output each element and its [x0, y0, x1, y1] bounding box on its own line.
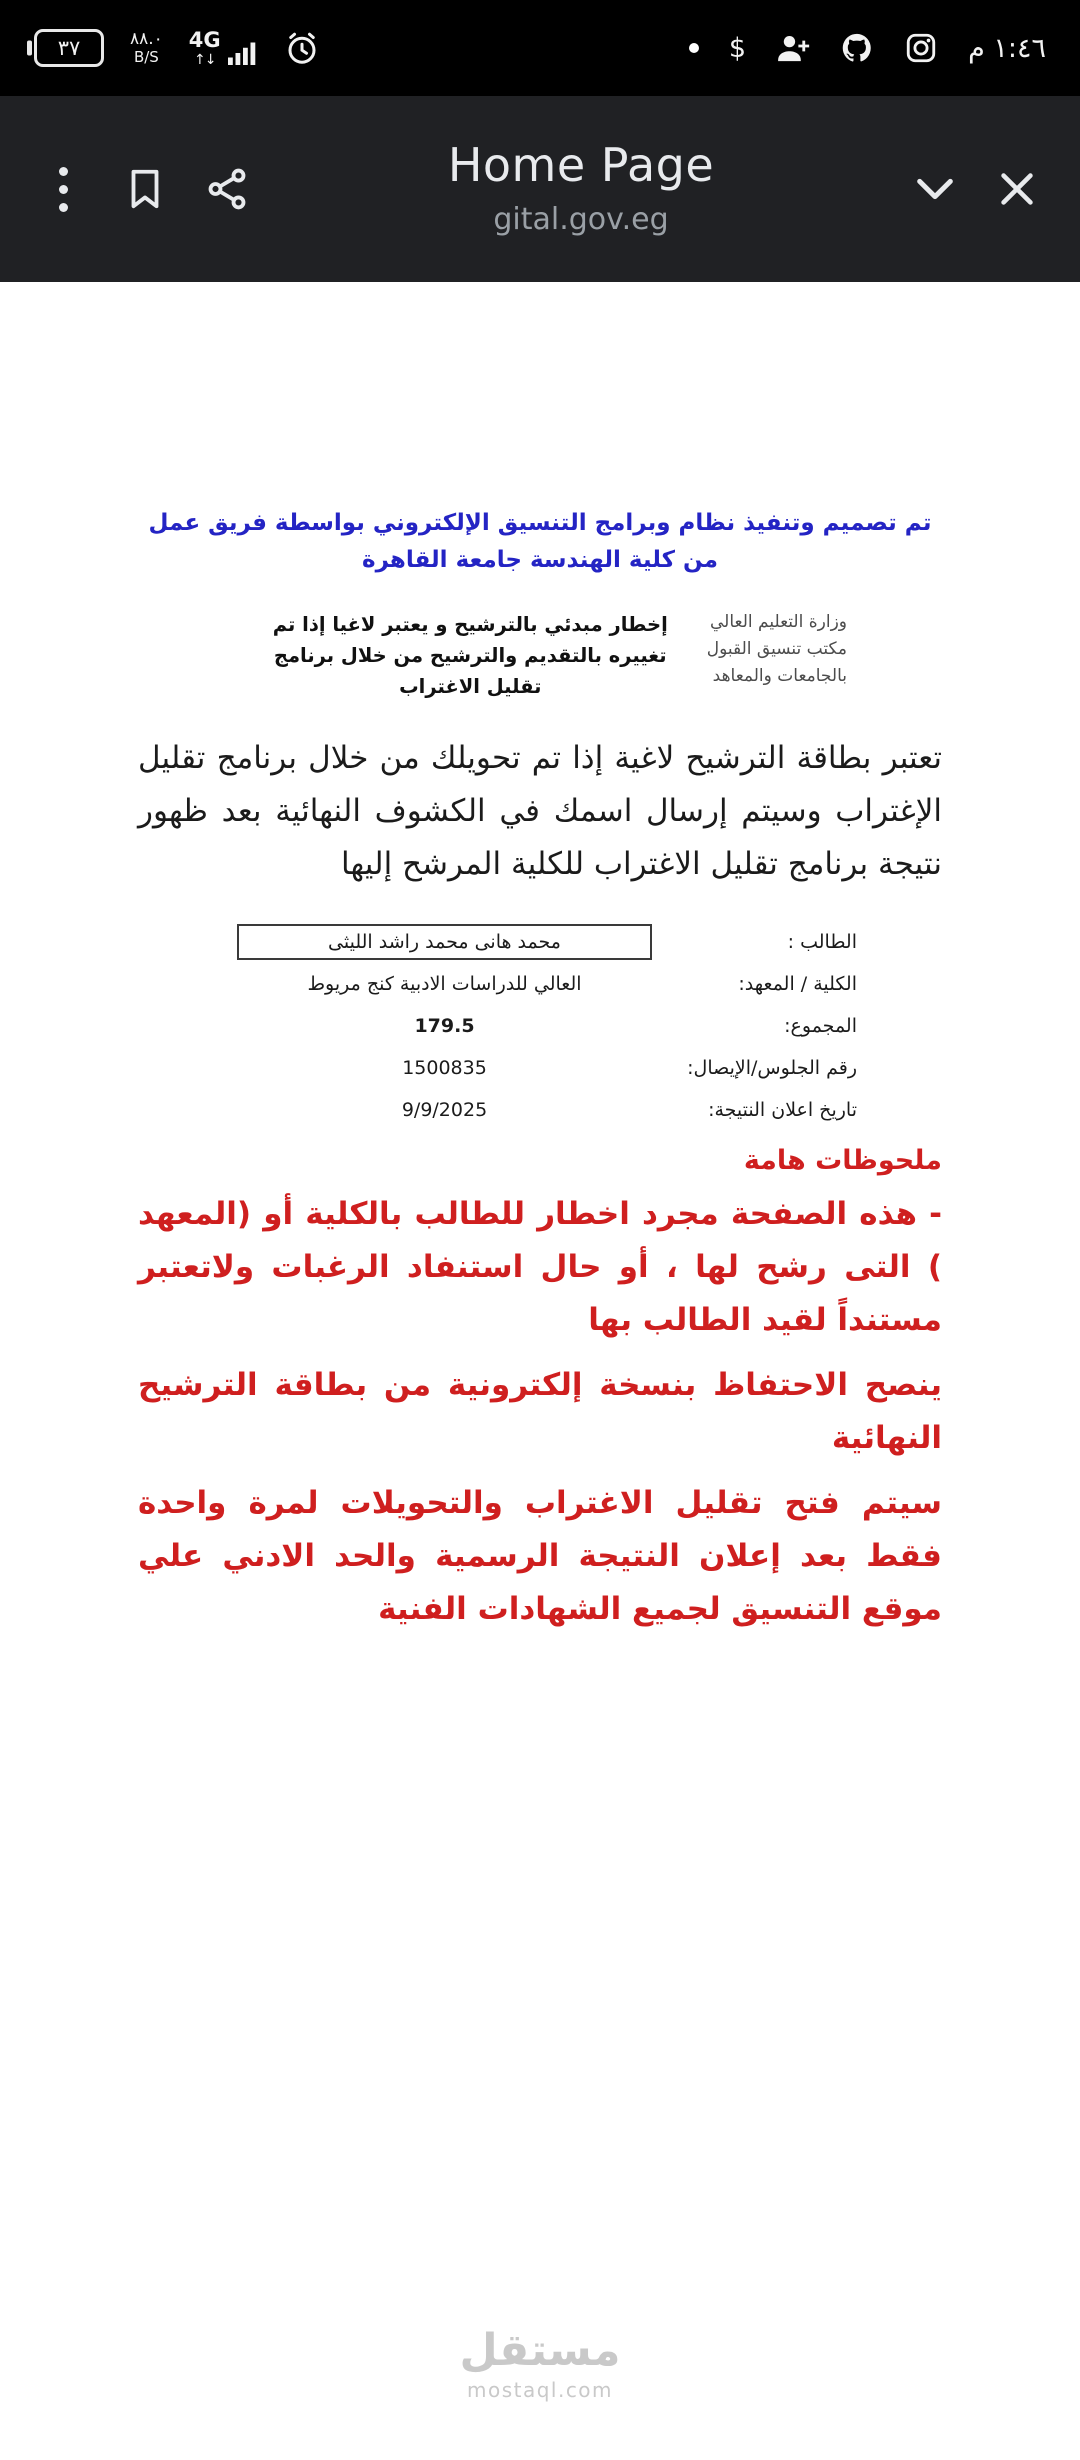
note-paragraph: سيتم فتح تقليل الاغتراب والتحويلات لمرة واحدة فقط بعد إعلان النتيجة الرسمية والحد الادني علي موقع التنسيق لجميع الشهادات الفنية [138, 1485, 942, 1627]
bookmark-button[interactable] [104, 134, 186, 244]
share-icon [204, 166, 250, 212]
network-speed-indicator [130, 30, 163, 65]
watermark-brand: مستقل [459, 2325, 621, 2376]
notification-dot-icon [689, 43, 699, 53]
instagram-icon [904, 31, 938, 65]
watermark [0, 2325, 1080, 2402]
intro-paragraph: تعتبر بطاقة الترشيح لاغية إذا تم تحويلك من خلال برنامج تقليل الإغتراب وسيتم إرسال اسمك في الكشوف النهائية بعد ظهور نتيجة برنامج تقليل الاغتراب للكلية المرشح إليها [138, 740, 942, 882]
field-row [237, 1047, 857, 1089]
field-row [237, 1089, 857, 1131]
field-label: الطالب : [787, 931, 857, 953]
notes-title: ملحوظات هامة [743, 1145, 942, 1176]
note-paragraph: - هذه الصفحة مجرد اخطار للطالب بالكلية أو (المعهد ) التى رشح لها ، أو حال استنفاد الرغبات ولاتعتبر مستنداً لقيد الطالب بها [138, 1196, 942, 1338]
page-url: gital.gov.eg [493, 201, 669, 237]
status-bar [0, 0, 1080, 96]
field-value: 179.5 [414, 1015, 475, 1037]
student-name-box: محمد هانى محمد راشد الليثى [237, 924, 652, 960]
close-icon [994, 166, 1040, 212]
network-speed-value: ٨٨.٠ [130, 29, 163, 50]
collapse-button[interactable] [894, 134, 976, 244]
status-time: ١:٤٦ م [968, 32, 1046, 64]
student-fields [237, 921, 857, 1131]
page-title: Home Page [447, 137, 715, 192]
network-type: 4G [188, 27, 221, 52]
status-right-cluster [689, 31, 1046, 65]
note-paragraph: ينصح الاحتفاظ بنسخة إلكترونية من بطاقة الترشيح النهائية [138, 1367, 942, 1456]
field-row [237, 921, 857, 963]
field-row [237, 1005, 857, 1047]
field-value: العالي للدراسات الادبية كنج مريوط [307, 973, 582, 995]
field-label: رقم الجلوس/الإيصال: [687, 1057, 857, 1079]
battery-icon [34, 29, 104, 67]
dollar-icon: $ [728, 32, 747, 64]
close-button[interactable] [976, 134, 1058, 244]
field-label: المجموع: [784, 1015, 857, 1037]
network-type-block [188, 27, 221, 68]
share-button[interactable] [186, 134, 268, 244]
field-value: 1500835 [402, 1057, 487, 1079]
kebab-menu-icon [59, 167, 68, 212]
battery-percent: ٣٧ [57, 36, 81, 60]
github-icon [840, 31, 874, 65]
add-person-icon [776, 31, 810, 65]
notice-block: إخطار مبدئي بالترشيح و يعتبر لاغيا إذا تم تغييره بالتقديم والترشيح من خلال برنامج تقليل الاغتراب [272, 613, 668, 698]
page-content [0, 505, 1080, 1636]
signal-bars-icon [228, 39, 258, 67]
watermark-domain: mostaql.com [466, 2378, 614, 2402]
cellular-indicator [188, 27, 258, 68]
browser-toolbar [0, 96, 1080, 282]
menu-button[interactable] [22, 134, 104, 244]
alarm-clock-icon [284, 30, 320, 66]
network-speed-unit: B/S [133, 48, 159, 67]
bookmark-icon [122, 166, 168, 212]
credit-line: تم تصميم وتنفيذ نظام وبرامج التنسيق الإلكتروني بواسطة فريق عمل من كلية الهندسة جامعة القاهرة [148, 510, 932, 573]
field-value: 9/9/2025 [401, 1099, 488, 1121]
sub-header [138, 609, 942, 702]
data-arrows-icon: ↑↓ [193, 51, 216, 68]
ministry-block: وزارة التعليم العالي مكتب تنسيق القبول بالجامعات والمعاهد [706, 612, 847, 686]
field-label: الكلية / المعهد: [738, 973, 857, 995]
chevron-down-icon [912, 166, 958, 212]
field-row [237, 963, 857, 1005]
page-title-block [268, 138, 894, 241]
field-label: تاريخ اعلان النتيجة: [708, 1099, 857, 1121]
status-left-cluster [34, 29, 320, 67]
